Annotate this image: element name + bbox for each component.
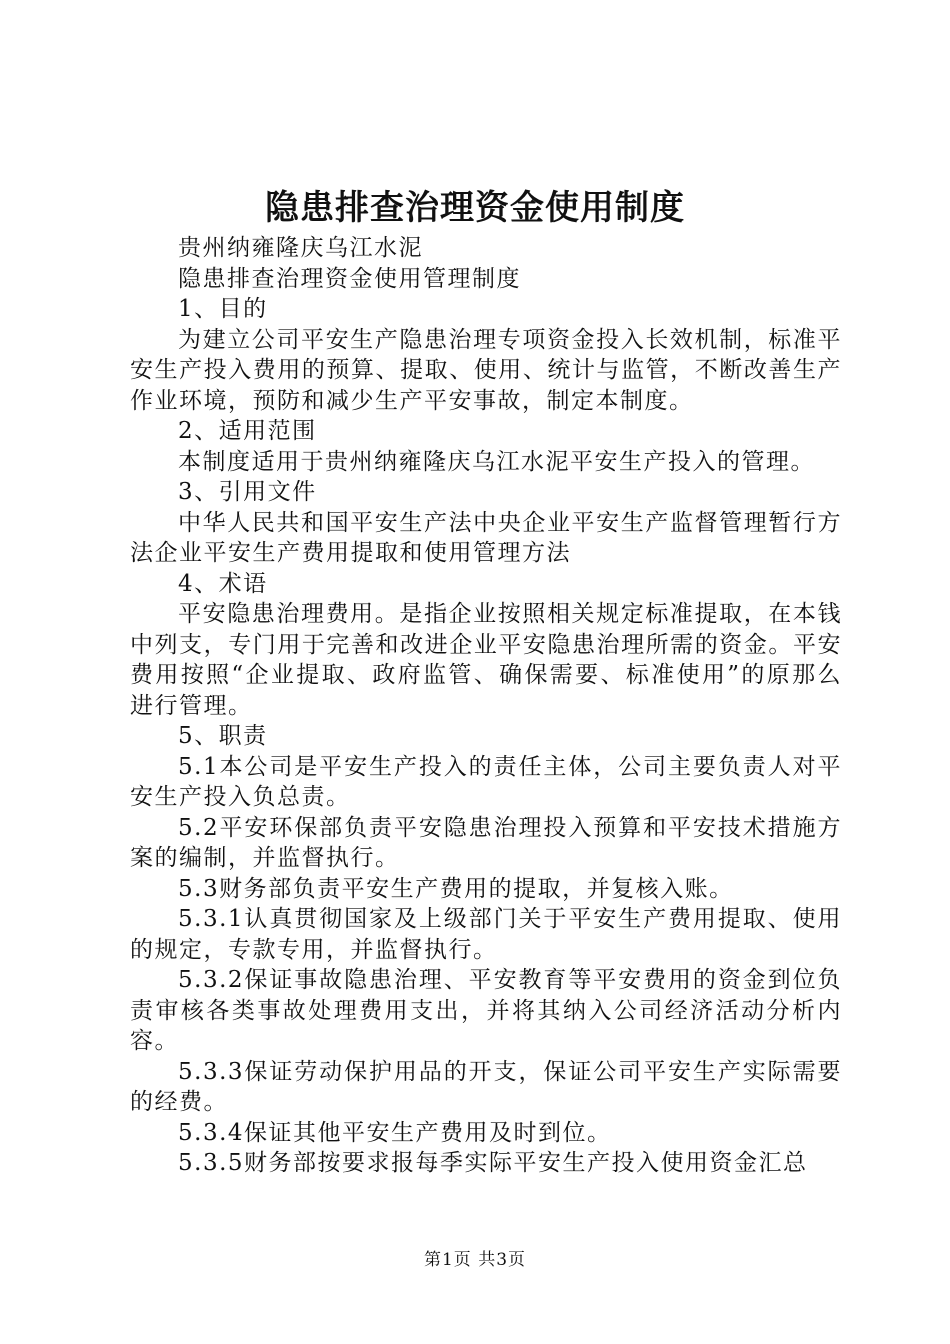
section-heading-terms: 4、术语 (178, 570, 268, 597)
paragraph-terms: 平安隐患治理费用。是指企业按照相关规定标准提取，在本钱中列支，专门用于完善和改进企业平安隐患治理所需的资金。平安费用按照“企业提取、政府监管、确保需要、标准使用”的原那么进行管理。 (130, 601, 842, 719)
paragraph-duty-5-3-3: 5.3.3保证劳动保护用品的开支，保证公司平安生产实际需要的经费。 (130, 1058, 842, 1115)
paragraph-company: 贵州纳雍隆庆乌江水泥 (178, 235, 423, 261)
section-heading-scope: 2、适用范围 (178, 418, 317, 444)
section-heading-purpose: 1、目的 (178, 296, 268, 322)
paragraph-duty-5-3-1: 5.3.1认真贯彻国家及上级部门关于平安生产费用提取、使用的规定，专款专用，并监督执行。 (130, 906, 842, 963)
paragraph-duty-5-3-4: 5.3.4保证其他平安生产费用及时到位。 (178, 1119, 612, 1146)
paragraph-references: 中华人民共和国平安生产法中央企业平安生产监督管理暂行方法企业平安生产费用提取和使用管理方法 (130, 509, 842, 566)
document-body (130, 233, 842, 1179)
paragraph-duty-5-3-5: 5.3.5财务部按要求报每季实际平安生产投入使用资金汇总 (178, 1150, 808, 1176)
paragraph-duty-5-3-2: 5.3.2保证事故隐患治理、平安教育等平安费用的资金到位负责审核各类事故处理费用支出，并将其纳入公司经济活动分析内容。 (130, 967, 842, 1054)
paragraph-duty-5-3: 5.3财务部负责平安生产费用的提取，并复核入账。 (178, 875, 734, 902)
paragraph-scope: 本制度适用于贵州纳雍隆庆乌江水泥平安生产投入的管理。 (178, 448, 815, 475)
document-title: 隐患排查治理资金使用制度 (265, 188, 685, 228)
paragraph-purpose: 为建立公司平安生产隐患治理专项资金投入长效机制，标准平安生产投入费用的预算、提取、使用、统计与监管，不断改善生产作业环境，预防和减少生产平安事故，制定本制度。 (130, 326, 842, 414)
page-footer: 第1页 共3页 (423, 1250, 527, 1270)
paragraph-duty-5-2: 5.2平安环保部负责平安隐患治理投入预算和平安技术措施方案的编制，并监督执行。 (130, 814, 842, 871)
paragraph-subtitle: 隐患排查治理资金使用管理制度 (178, 265, 521, 292)
section-heading-duties: 5、职责 (178, 723, 268, 749)
section-heading-references: 3、引用文件 (178, 479, 317, 505)
paragraph-duty-5-1: 5.1本公司是平安生产投入的责任主体，公司主要负责人对平安生产投入负总责。 (130, 753, 842, 810)
